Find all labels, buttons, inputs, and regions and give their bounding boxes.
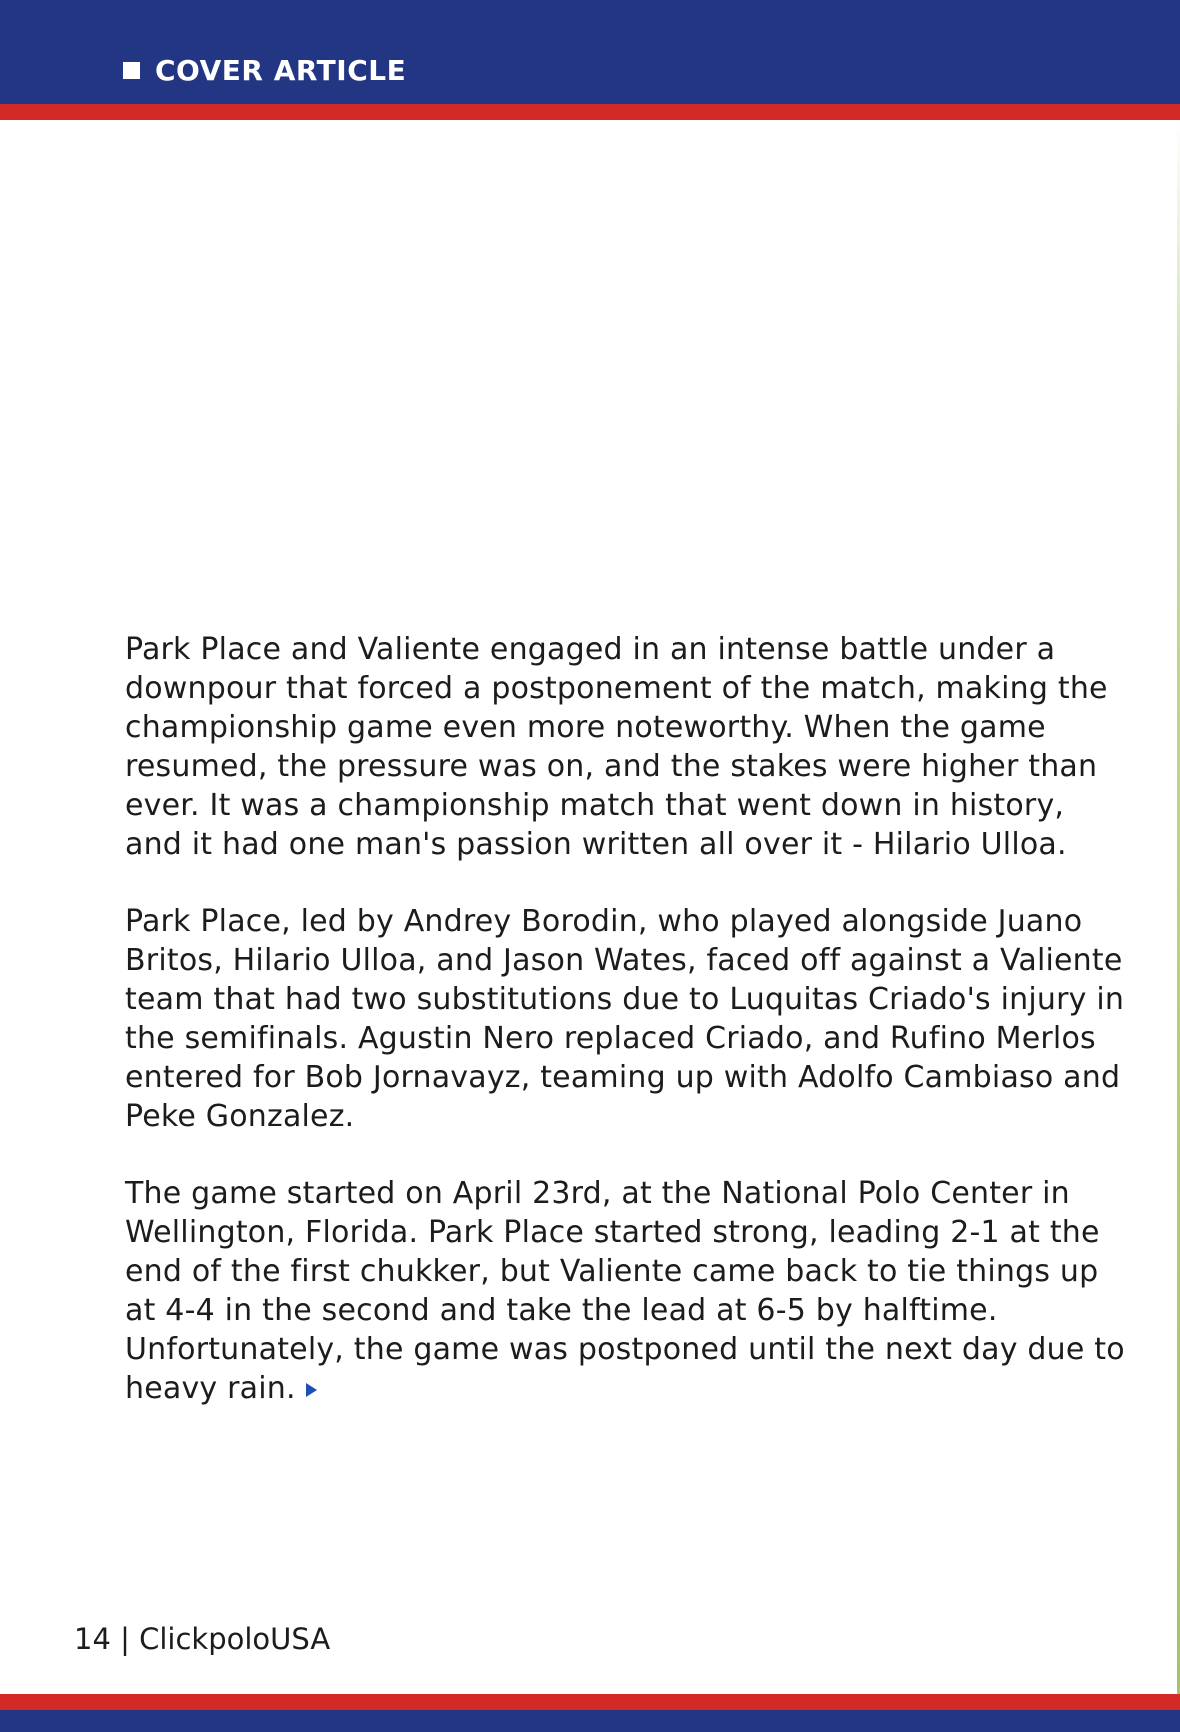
- triangle-right-icon: [306, 1383, 317, 1397]
- article-paragraph-1: Park Place and Valiente engaged in an intense battle under a downpour that forced a postponement of the match, making the championship game even more noteworthy. When the game resumed, the pressure was on, and the stakes were higher than ever. It was a championship match that went down in history, and it had one man's passion written all over it - Hilario Ulloa.: [125, 632, 1108, 862]
- article-body: [125, 630, 1125, 1446]
- article-paragraph-3-text: The game started on April 23rd, at the National Polo Center in Wellington, Florida. Park Place started strong, leading 2-1 at the end of the first chukker, but Valiente came back to tie things up at 4-4 in the second and take the lead at 6-5 by halftime. Unfortunately, the game was postponed until the next day due to heavy rain.: [125, 1176, 1125, 1406]
- article-paragraph-2: Park Place, led by Andrey Borodin, who played alongside Juano Britos, Hilario Ulloa, and Jason Wates, faced off against a Valiente team that had two substitutions due to Luquitas Criado's injury in the semifinals. Agustin Nero replaced Criado, and Rufino Merlos entered for Bob Jornavayz, teaming up with Adolfo Cambiaso and Peke Gonzalez.: [125, 904, 1125, 1134]
- section-label: [123, 52, 406, 88]
- header-red-stripe: [0, 104, 1180, 120]
- section-label-text: COVER ARTICLE: [155, 53, 407, 87]
- footer-red-stripe: [0, 1694, 1180, 1710]
- article-paragraph-3: [125, 1174, 1125, 1408]
- footer-band: [0, 1710, 1180, 1732]
- page-footer-info: 14 | ClickpoloUSA: [74, 1622, 331, 1656]
- square-bullet-icon: [123, 62, 140, 79]
